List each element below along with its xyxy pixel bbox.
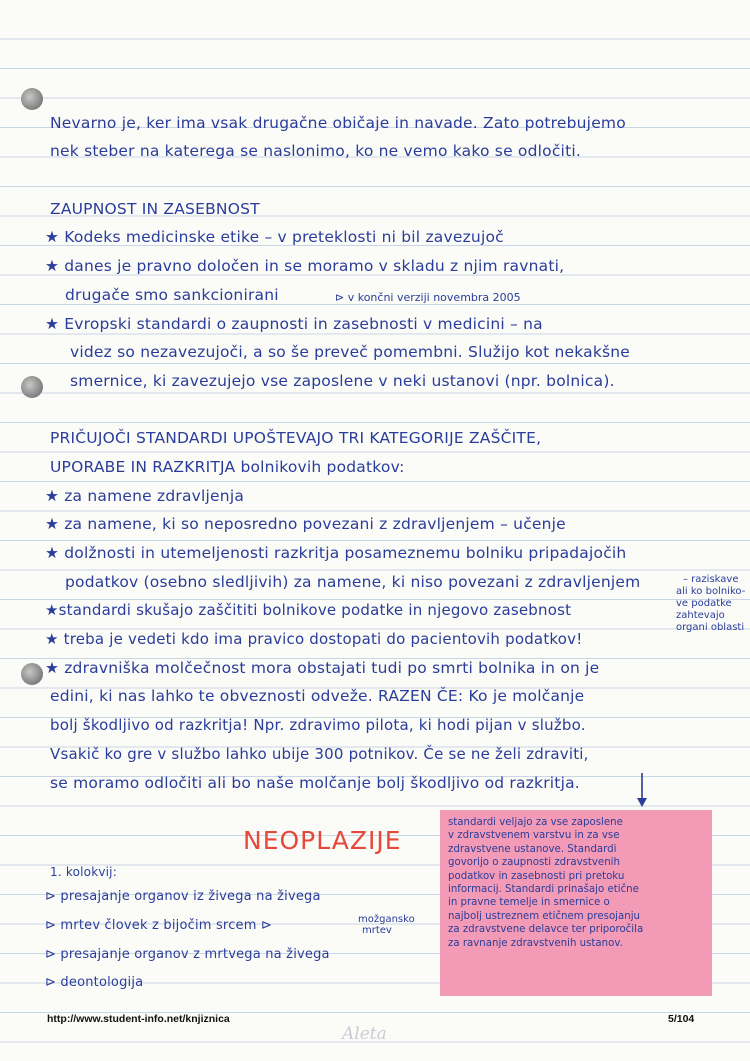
text-line: se moramo odločiti ali bo naše molčanje bolj škodljivo od razkritja. [50,774,580,792]
note-line: najbolj ustreznem etičnem presojanju [448,910,640,922]
note-line: govorijo o zaupnosti zdravstvenih [448,857,620,869]
text-line: ★ zdravniška molčečnost mora obstajati tudi po smrti bolnika in on je [45,659,600,677]
text-line: videz so nezavezujoči, a so še preveč pomembni. Služijo kot nekakšne [70,343,631,361]
footer-url-link[interactable]: http://www.student-info.net/knjiznica [47,1013,230,1025]
insert-final-version: ⊳ v končni verziji novembra 2005 [335,291,521,304]
note-line: podatkov in zasebnosti pri pretoku [448,870,625,882]
note-line: za zdravstvene delavce ter priporočila [448,924,644,936]
section-heading-standards: PRIČUJOČI STANDARDI UPOŠTEVAJO TRI KATEGORIJE ZAŠČITE, [50,429,542,447]
text-line: ★standardi skušajo zaščititi bolnikove podatke in njegovo zasebnost [45,601,572,619]
arrow-down-icon [636,772,648,808]
text-line: drugače smo sankcionirani [65,286,279,304]
colloquium-item: ⊳ presajanje organov iz živega na živega [45,889,321,904]
sticky-note [440,810,712,996]
text-line: ★ Evropski standardi o zaupnosti in zasebnosti v medicini – na [45,315,543,333]
text-line: podatkov (osebno sledljivih) za namene, ki niso povezani z zdravljenjem [65,573,641,591]
text-line: Vsakič ko gre v službo lahko ubije 300 potnikov. Če se ne želi zdraviti, [50,745,589,763]
note-line: in pravne temelje in smernice o [448,897,610,909]
text-line: edini, ki nas lahko te obveznosti odveže. RAZEN ČE: Ko je molčanje [50,687,585,705]
text-line: Nevarno je, ker ima vsak drugačne običaje in navade. Zato potrebujemo [50,114,626,132]
text-line: ★ treba je vedeti kdo ima pravico dostopati do pacientovih podatkov! [45,630,583,648]
insert-research: zahtevajo [676,610,725,621]
text-line: ★ dolžnosti in utemeljenosti razkritja posameznemu bolniku pripadajočih [45,544,627,562]
insert-research: – raziskave [683,574,739,585]
insert-brain-dead: mrtev [362,925,392,936]
text-line: bolj škodljivo od razkritja! Npr. zdravimo pilota, ki hodi pijan v službo. [50,716,586,734]
colloquium-item: ⊳ mrtev človek z bijočim srcem ⊳ [45,918,273,933]
text-line: ★ za namene zdravljenja [45,487,245,505]
note-line: zdravstvene ustanove. Standardi [448,843,617,855]
note-line: v zdravstvenem varstvu in za vse [448,830,620,842]
colloquium-title: 1. kolokvij: [50,865,117,879]
colloquium-item: ⊳ presajanje organov z mrtvega na živega [45,947,330,962]
insert-research: ve podatke [676,598,732,609]
text-line: ★ danes je pravno določen in se moramo v skladu z njim ravnati, [45,257,565,275]
text-line: nek steber na katerega se naslonimo, ko ne vemo kako se odločiti. [50,142,581,160]
brand-logo: Aleta [342,1024,387,1044]
insert-brain-dead: možgansko [358,914,415,925]
text-line: smernice, ki zavezujejo vse zaposlene v neki ustanovi (npr. bolnica). [70,372,615,390]
heading-neoplazije: NEOPLAZIJE [243,826,402,855]
text-line: UPORABE IN RAZKRITJA bolnikovih podatkov: [50,458,405,476]
insert-research: ali ko bolniko- [676,586,746,597]
footer-page-number: 5/104 [668,1013,695,1025]
text-line: ★ za namene, ki so neposredno povezani z zdravljenjem – učenje [45,515,566,533]
text-line: ★ Kodeks medicinske etike – v preteklosti ni bil zavezujoč [45,228,504,246]
colloquium-item: ⊳ deontologija [45,975,144,990]
note-line: informacij. Standardi prinašajo etične [448,884,639,896]
note-line: za ravnanje zdravstvenih ustanov. [448,937,623,949]
note-line: standardi veljajo za vse zaposlene [448,817,623,828]
section-heading-privacy: ZAUPNOST IN ZASEBNOST [50,200,260,218]
insert-research: organi oblasti [676,622,745,633]
